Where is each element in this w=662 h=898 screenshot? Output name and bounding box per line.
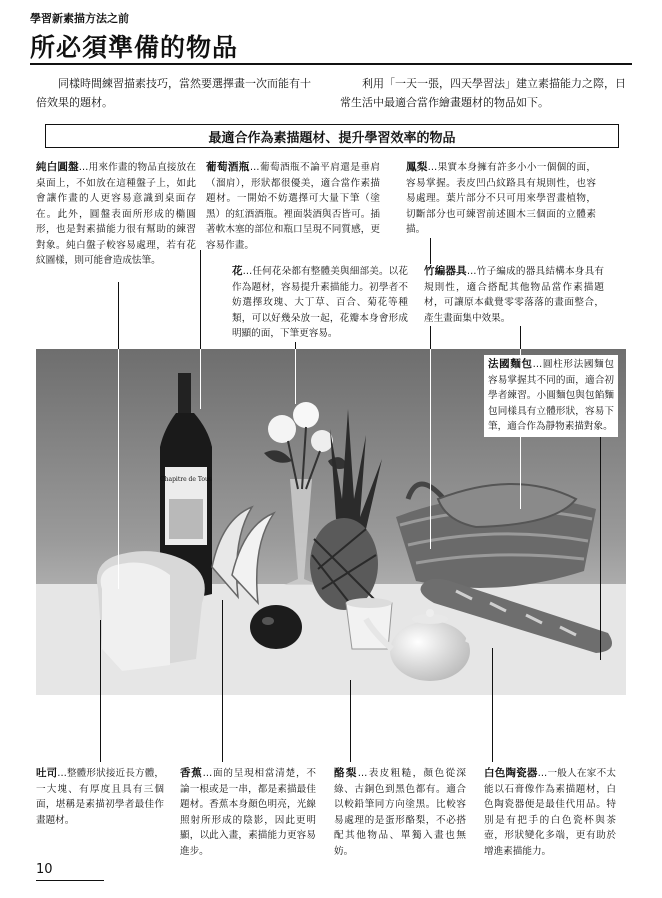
item-banana [180,766,316,859]
item-baguette-text: …圓柱形法國麵包容易掌握其不同的面，適合初學者練習。小圓麵包與包餡麵包同樣具有立體形狀，容易下筆，適合作為靜物素描對象。 [488,359,615,432]
item-plate-text: …用來作畫的物品直接放在桌面上，不如放在這種盤子上，如此會讓作畫的人更容易意識到桌面存在。此外，圓盤表面所形成的橢圓形，也是對素描能力很有幫助的練習對象。純白盤子較容易處理，若有花紋圖樣，則可能會造成怯筆。 [36,162,197,266]
item-banana-term: 香蕉 [180,767,203,779]
item-plate-term: 純白圓盤 [36,161,79,173]
leader-line-wine-photo [200,349,201,409]
intro-left: 同樣時間練習描素技巧，當然要選擇畫一次而能有十倍效果的題材。 [36,77,311,109]
leader-line-banana [222,600,223,762]
item-flower-text: …任何花朵都有整體美與細部美。以花作為題材，容易提升素描能力。初學者不妨選擇玫瑰、大丁草、百合、菊花等種類，可以好幾朵放一起，花瓣本身會形成明顯的面，下筆更容易。 [232,266,409,339]
item-pineapple-text: …果實本身擁有許多小小一個個的面，容易掌握。表皮凹凸紋路具有規則性，也容易處理。葉片部分不只可用來學習畫植物，切斷部分也可練習前述圓木三個面的立體素描。 [406,162,596,235]
page-number: 10 [36,862,53,877]
leader-line-plate-photo [118,349,119,589]
item-bamboo-term: 竹編器具 [424,265,467,277]
item-porcelain-term: 白色陶瓷器 [484,767,538,779]
section-banner [45,124,619,148]
item-flower-term: 花 [232,265,243,277]
item-bamboo-text: …竹子編成的器具結構本身具有規則性，適合搭配其他物品當作素描題材，可讓原本截覺零零落落的畫面整合，產生畫面集中效果。 [424,266,605,324]
item-pineapple [406,160,596,238]
item-bamboo [424,264,604,326]
item-avocado-text: …表皮粗糙，顏色從深綠、古銅色到黑色都有。適合以較鉛筆同方向塗黑。比較容易處理的是蛋形酪梨，不必搭配其他物品、單獨入畫也無妨。 [334,768,467,857]
bread-loaf [97,551,205,671]
item-toast [36,766,164,828]
avocado [250,605,302,649]
item-flower [232,264,408,342]
intro-right: 利用「一天一張，四天學習法」建立素描能力之際，日常生活中最適合當作繪畫題材的物品如下。 [340,77,626,109]
item-avocado [334,766,466,859]
item-wine-term: 葡萄酒瓶 [206,161,250,173]
footer-rule [36,880,104,881]
title-rule [30,63,632,65]
leader-line-porcelain [492,648,493,762]
leader-line-pineapple-photo [430,349,431,549]
item-pineapple-term: 鳳梨 [406,161,428,173]
item-avocado-term: 酪梨 [334,767,358,779]
banner-text: 最適合作為素描題材、提升學習效率的物品 [208,130,456,146]
item-porcelain-text: …一般人在家不太能以石膏像作為素描題材，白色陶瓷器便是最佳代用品。特別是有把手的白色瓷杯與茶壺，形狀變化多端，更有助於增進素描能力。 [484,768,617,857]
item-toast-text: …整體形狀接近長方體，一大塊、有厚度且具有三個面，堪稱是素描初學者最佳作畫題材。 [36,768,165,826]
page-title: 所必須準備的物品 [30,33,239,62]
leader-line-flower-photo [295,349,296,404]
item-baguette [484,355,618,437]
leader-line-baguette [600,430,601,660]
leader-line-toast [100,620,101,762]
bottle-label-text: Chapitre de Tous [160,476,212,483]
header-label: 學習新素描方法之前 [30,12,129,25]
leader-line-avocado [350,680,351,762]
item-toast-term: 吐司 [36,767,58,779]
item-baguette-term: 法國麵包 [488,358,533,370]
item-plate [36,160,196,269]
item-wine-text: …葡萄酒瓶不論平肩還是垂肩（溜肩），形狀都很優美，適合當作素描題材。一開始不妨選擇可大量下筆（塗黑）的紅酒酒瓶。裡面裝酒與否皆可。插著軟木塞的部位和瓶口呈現不同質感，更容易作畫。 [206,162,381,251]
item-banana-text: …面的呈現相當清楚，不論一根或是一串，都是素描最佳題材。香蕉本身顏色明亮，光線照射所形成的陰影，因此更明顯，以此入畫，素描能力更容易進步。 [180,768,316,857]
item-wine [206,160,380,253]
item-porcelain [484,766,616,859]
leader-line-wine [200,250,201,362]
